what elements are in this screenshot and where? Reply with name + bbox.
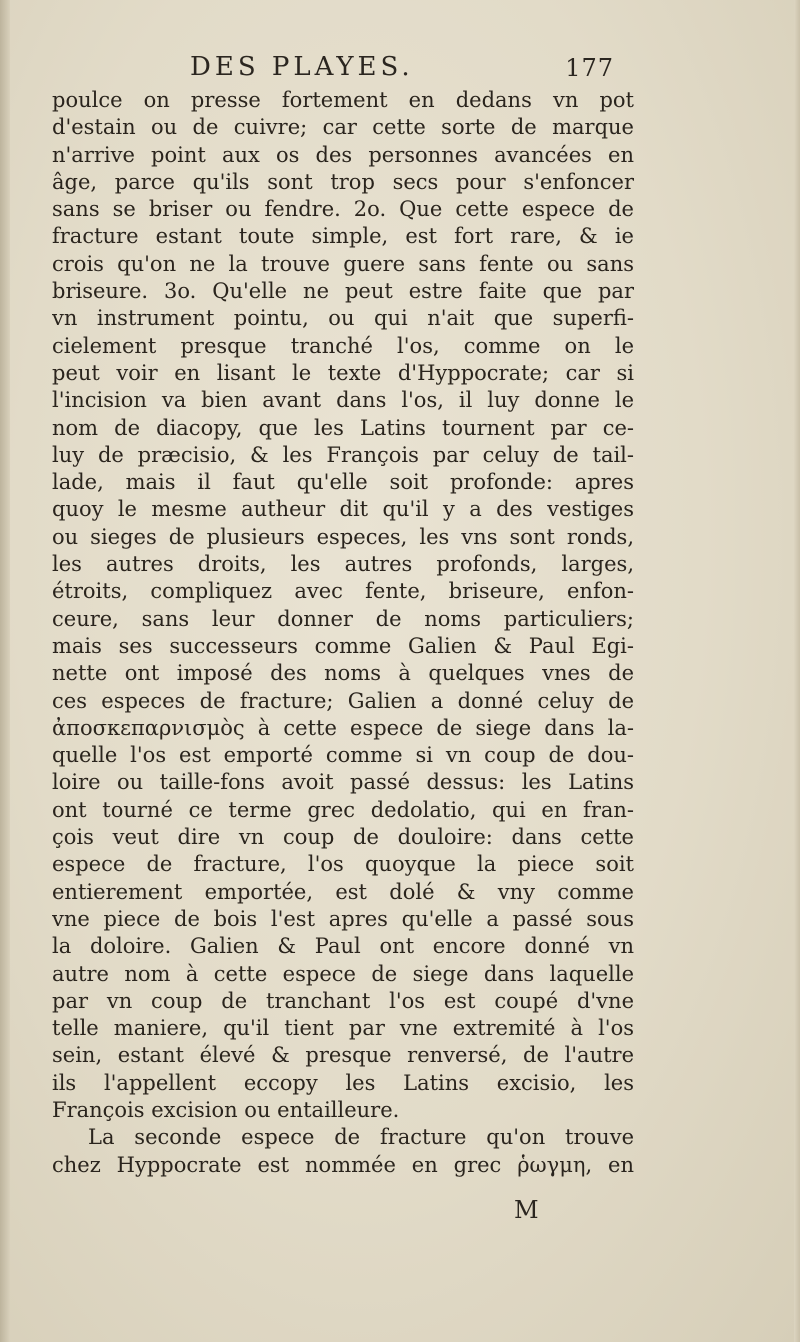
text-line: ces especes de fracture; Galien a donné celuy de bbox=[52, 688, 634, 713]
text-line: âge, parce qu'ils sont trop secs pour s'enfoncer bbox=[52, 169, 634, 194]
text-line: loire ou taille-fons avoit passé dessus: les Latins bbox=[52, 770, 634, 795]
text-line: sein, estant élevé & presque renversé, de l'autre bbox=[52, 1043, 634, 1068]
text-line: par vn coup de tranchant l'os est coupé d'vne bbox=[52, 988, 634, 1013]
page-gutter-shadow bbox=[0, 0, 10, 1342]
signature-mark: M bbox=[514, 1196, 539, 1224]
text-line: cielement presque tranché l'os, comme on le bbox=[52, 333, 634, 358]
text-line: poulce on presse fortement en dedans vn pot bbox=[52, 88, 634, 112]
text-line: lade, mais il faut qu'elle soit profonde: apres bbox=[52, 470, 634, 495]
text-line: nette ont imposé des noms à quelques vnes de bbox=[52, 661, 634, 686]
text-line: La seconde espece de fracture qu'on trouve bbox=[88, 1125, 634, 1150]
text-line: la doloire. Galien & Paul ont encore donné vn bbox=[52, 934, 634, 959]
text-line: ou sieges de plusieurs especes, les vns sont ronds, bbox=[52, 524, 634, 549]
text-line: crois qu'on ne la trouve guere sans fente ou sans bbox=[52, 251, 634, 276]
running-head: DES PLAYES. bbox=[190, 52, 414, 82]
text-line: quoy le mesme autheur dit qu'il y a des vestiges bbox=[52, 497, 634, 522]
text-line: nom de diacopy, que les Latins tournent par ce- bbox=[52, 415, 634, 440]
text-line: ils l'appellent eccopy les Latins excisio, les bbox=[52, 1070, 634, 1095]
text-line: ceure, sans leur donner de noms particuliers; bbox=[52, 606, 634, 631]
text-line: ont tourné ce terme grec dedolatio, qui en fran- bbox=[52, 797, 634, 822]
text-line: peut voir en lisant le texte d'Hyppocrate; car si bbox=[52, 360, 634, 385]
text-line: fracture estant toute simple, est fort rare, & ie bbox=[52, 224, 634, 249]
text-line: mais ses successeurs comme Galien & Paul Egi- bbox=[52, 633, 634, 658]
text-line: sans se briser ou fendre. 2o. Que cette espece de bbox=[52, 197, 634, 222]
text-line: étroits, compliquez avec fente, briseure, enfon- bbox=[52, 579, 634, 604]
body-text bbox=[52, 87, 634, 1179]
text-line: autre nom à cette espece de siege dans laquelle bbox=[52, 961, 634, 986]
text-line: espece de fracture, l'os quoyque la piece soit bbox=[52, 852, 634, 877]
text-line: vn instrument pointu, ou qui n'ait que superfi- bbox=[52, 306, 634, 331]
text-line: les autres droits, les autres profonds, larges, bbox=[52, 552, 634, 577]
text-line: telle maniere, qu'il tient par vne extremité à l'os bbox=[52, 1016, 634, 1041]
text-line: quelle l'os est emporté comme si vn coup de dou- bbox=[52, 743, 634, 768]
text-line: çois veut dire vn coup de douloire: dans cette bbox=[52, 825, 634, 850]
text-line: entierement emportée, est dolé & vny comme bbox=[52, 879, 634, 904]
text-line: l'incision va bien avant dans l'os, il luy donne le bbox=[52, 388, 634, 413]
text-line: chez Hyppocrate est nommée en grec ῥωγμη, en bbox=[52, 1152, 634, 1177]
page-edge bbox=[794, 0, 800, 1342]
text-line: ἀποσκεπαρνισμὸς à cette espece de siege dans la- bbox=[52, 715, 634, 740]
text-line: luy de præcisio, & les François par celuy de tail- bbox=[52, 442, 634, 467]
text-line: François excision ou entailleure. bbox=[52, 1097, 400, 1122]
text-line: briseure. 3o. Qu'elle ne peut estre faite que par bbox=[52, 279, 634, 304]
page-number: 177 bbox=[565, 54, 614, 82]
text-line: vne piece de bois l'est apres qu'elle a passé sous bbox=[52, 906, 634, 931]
text-line: n'arrive point aux os des personnes avancées en bbox=[52, 142, 634, 167]
text-line: d'estain ou de cuivre; car cette sorte de marque bbox=[52, 115, 634, 140]
page-header bbox=[0, 52, 800, 82]
